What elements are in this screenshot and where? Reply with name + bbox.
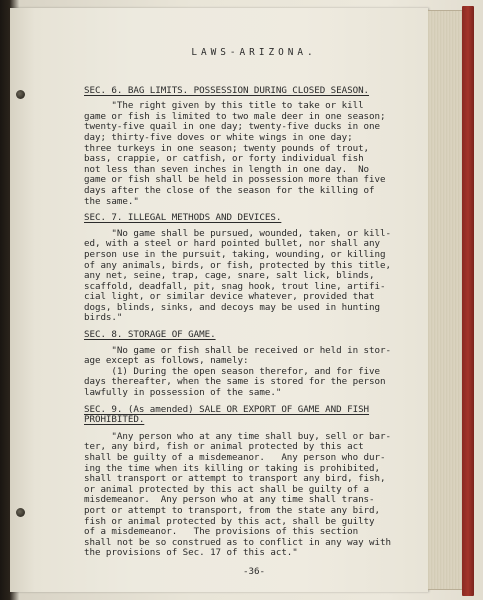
- section-heading: SEC. 9. (As amended) SALE OR EXPORT OF GAME AND FISH PROHIBITED.: [84, 403, 370, 426]
- book-cover-edge: [462, 6, 474, 596]
- page-edges: [428, 10, 462, 590]
- binding-hole-top: [16, 90, 25, 99]
- section-body: "The right given by this title to take or kill game or fish is limited to two male deer in one season; twenty-five quail in one day; twenty-five ducks in one day; thirty-five doves or white wings in one day; three turkeys in one season; twenty pounds of trout, bass, crappie, or catfish, or forty individual fish not less than seven inches in length in one day. No game or fish shall be held in possession more than five days after the close of the season for the killing of the same.": [84, 100, 386, 207]
- section-8: [84, 330, 424, 399]
- section-body: "No game or fish shall be received or held in stor- age except as follows, namely: (1) During the open season therefor, and for five days thereafter, when the same is stored for the person lawfully in possession of the same.": [84, 344, 391, 399]
- section-heading: SEC. 8. STORAGE OF GAME.: [84, 329, 216, 341]
- section-9: [84, 405, 424, 559]
- section-7: [84, 213, 424, 324]
- page-text: [84, 48, 424, 578]
- binding-hole-bottom: [16, 508, 25, 517]
- section-heading: SEC. 6. BAG LIMITS. POSSESSION DURING CLOSED SEASON.: [84, 84, 370, 96]
- page-number: -36-: [243, 565, 265, 577]
- section-6: [84, 86, 424, 208]
- section-body: "Any person who at any time shall buy, sell or bar- ter, any bird, fish or animal protected by this act shall be guilty of a misdemeanor. Any person who dur- ing the time when its killing or taking is prohibited, shall transport or attempt to transport any bird, fish, or animal protected by this act shall be guilty of a misdemeanor. Any person who at any time shall trans- port or attempt to transport, from the state any bird, fish or animal protected by this act, shall be guilty of a misdemeanor. The provisions of this section shall not be so construed as to conflict in any way with the provisions of Sec. 17 of this act.": [84, 430, 391, 559]
- running-header: LAWS-ARIZONA.: [191, 47, 317, 58]
- section-heading: SEC. 7. ILLEGAL METHODS AND DEVICES.: [84, 212, 282, 224]
- section-body: "No game shall be pursued, wounded, taken, or kill- ed, with a steel or hard pointed bullet, nor shall any person use in the pursuit, taking, wounding, or killing of any animals, birds, or fish, protected by this title, any net, seine, trap, cage, snare, salt lick, blinds, scaffold, deadfall, pit, snag hook, trout line, artifi- cial light, or similar device whatever, provided that dogs, blinds, sinks, and decoys may be used in hunting birds.": [84, 227, 391, 324]
